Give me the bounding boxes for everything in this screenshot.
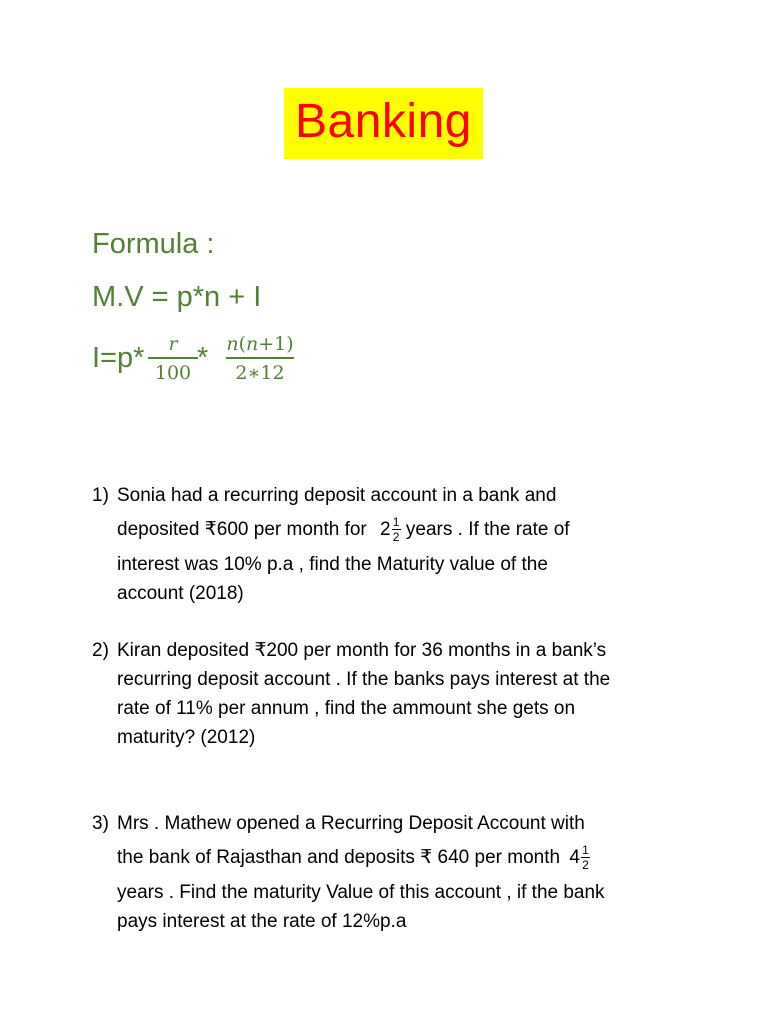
page-title: Banking: [295, 95, 472, 148]
question-1-line-2-start: deposited ₹600 per month for: [117, 519, 367, 541]
question-3-fraction-num: 1: [582, 843, 589, 858]
question-3-number: 3): [92, 813, 109, 834]
question-2-number: 2): [92, 640, 109, 661]
question-3-line-2-start: the bank of Rajasthan and deposits ₹ 640 per month: [117, 847, 561, 869]
interest-formula-lead: I=p*: [92, 342, 145, 374]
question-3-line-4: pays interest at the rate of 12%p.a: [117, 911, 407, 932]
rate-fraction-numerator: r: [168, 333, 178, 355]
question-3-line-2: [117, 844, 590, 872]
question-3-line-3: years . Find the maturity Value of this account , if the bank: [117, 882, 605, 903]
question-1-number: 1): [92, 485, 109, 506]
rate-fraction-denominator: 100: [154, 362, 192, 384]
title-highlight: [284, 88, 483, 159]
question-3-line-1: Mrs . Mathew opened a Recurring Deposit Account with: [117, 813, 585, 834]
question-1-line-1: Sonia had a recurring deposit account in a bank and: [117, 485, 557, 506]
question-1-whole: 2: [380, 519, 391, 540]
question-1-line-2-end: years . If the rate of: [405, 519, 570, 541]
question-3-mixed-number: [569, 844, 590, 872]
question-2-line-3: rate of 11% per annum , find the ammount she gets on: [117, 698, 576, 719]
months-fraction-denominator: 2∗12: [235, 362, 285, 384]
multiply-sign: *: [197, 342, 209, 374]
question-1-fraction-num: 1: [392, 515, 400, 530]
question-3-fraction: [581, 844, 590, 871]
question-3-fraction-den: 2: [582, 858, 589, 873]
formula-label: Formula :: [92, 228, 215, 260]
question-1-line-3: interest was 10% p.a , find the Maturity value of the: [117, 554, 548, 575]
question-1-line-4: account (2018): [117, 583, 244, 604]
question-2-line-2: recurring deposit account . If the banks pays interest at the: [117, 669, 611, 690]
rate-fraction: [148, 331, 198, 385]
question-3-whole: 4: [569, 847, 580, 868]
question-2-line-1: Kiran deposited ₹200 per month for 36 months in a bank’s: [117, 640, 607, 661]
question-1-fraction-den: 2: [392, 530, 400, 545]
question-1-fraction: [392, 516, 401, 543]
question-2-line-4: maturity? (2012): [117, 727, 256, 748]
question-1-mixed-number: [380, 516, 401, 544]
months-fraction-numerator: n(n+1): [226, 333, 294, 355]
maturity-value-formula: M.V = p*n + I: [92, 281, 262, 313]
months-fraction: [226, 331, 294, 385]
question-1-line-2: [117, 516, 570, 544]
